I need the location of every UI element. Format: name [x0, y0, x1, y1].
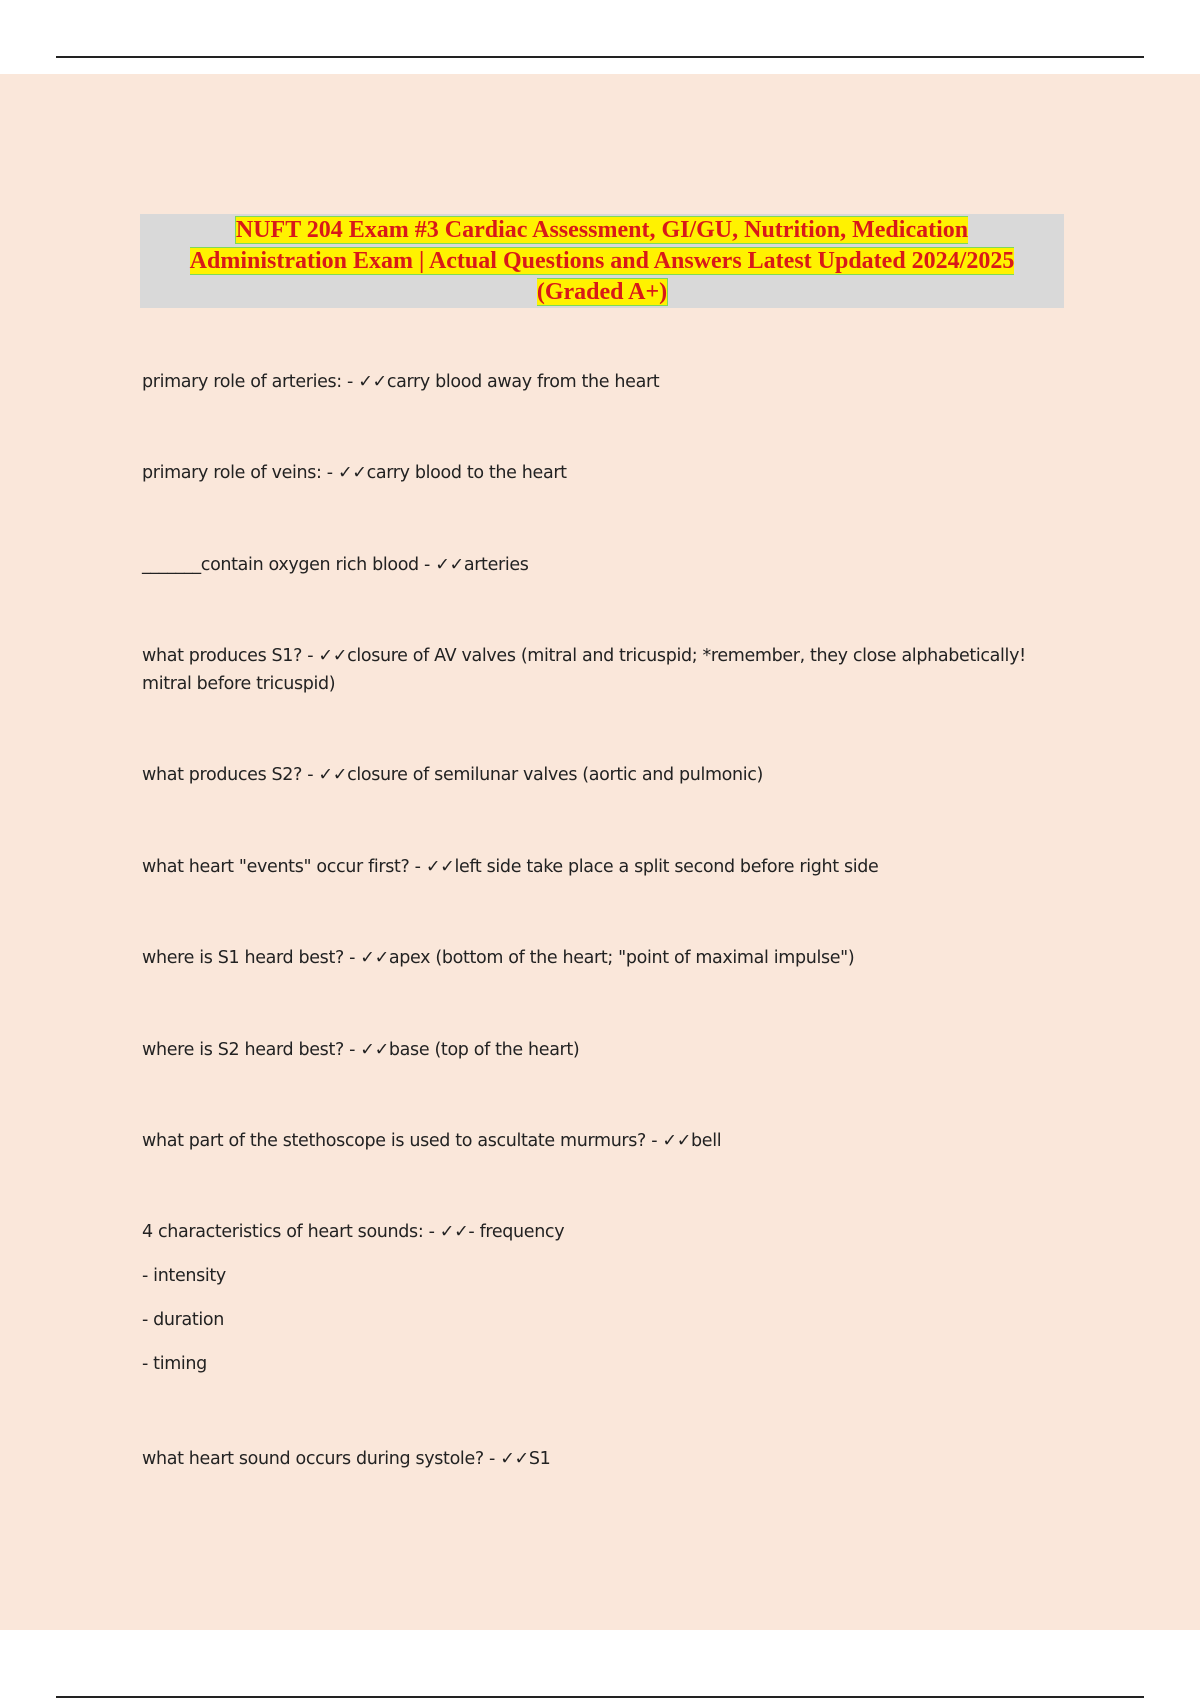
check-mark-icon: ✓✓	[360, 1040, 389, 1060]
list-item: - duration	[142, 1310, 225, 1330]
check-mark-icon: ✓✓	[318, 765, 348, 785]
qa-item-9: what part of the stethoscope is used to ascultate murmurs? - ✓✓bell	[142, 1131, 722, 1151]
list-item: - timing	[142, 1354, 207, 1374]
qa-item-6: what heart "events" occur first? - ✓✓left side take place a split second before right side	[142, 857, 879, 877]
qa-item-2: primary role of veins: - ✓✓carry blood to the heart	[142, 463, 567, 483]
check-mark-icon: ✓✓	[318, 646, 348, 666]
qa-item-11: what heart sound occurs during systole? - ✓✓S1	[142, 1449, 551, 1469]
title-banner	[140, 214, 1064, 308]
check-mark-icon: ✓✓	[500, 1449, 529, 1469]
check-mark-icon: ✓✓	[358, 372, 387, 392]
qa-item-7: where is S1 heard best? - ✓✓apex (bottom of the heart; "point of maximal impulse")	[142, 948, 855, 968]
check-mark-icon: ✓✓	[435, 555, 464, 575]
qa-item-5: what produces S2? - ✓✓closure of semilunar valves (aortic and pulmonic)	[142, 765, 764, 785]
check-mark-icon: ✓✓	[425, 857, 455, 877]
qa-item-10: 4 characteristics of heart sounds: - ✓✓- frequency - intensity - duration - timing	[142, 1218, 1042, 1378]
list-item: - intensity	[142, 1266, 226, 1286]
document-page	[0, 74, 1200, 1630]
qa-item-1: primary role of arteries: - ✓✓carry blood away from the heart	[142, 372, 660, 392]
check-mark-icon: ✓✓	[439, 1222, 469, 1242]
qa-item-3: _______contain oxygen rich blood - ✓✓arteries	[142, 555, 529, 575]
document-title: NUFT 204 Exam #3 Cardiac Assessment, GI/GU, Nutrition, Medication Administration Exam | Actual Questions and Answers Latest Updated 2024/2025 (Graded A+)	[189, 216, 1015, 305]
qa-item-4: what produces S1? - ✓✓closure of AV valves (mitral and tricuspid; *remember, they close alphabetically! mitral before tricuspid)	[142, 646, 1026, 694]
check-mark-icon: ✓✓	[337, 463, 367, 483]
qa-item-8: where is S2 heard best? - ✓✓base (top of the heart)	[142, 1040, 580, 1060]
footer-rule	[56, 1696, 1144, 1698]
header-rule	[56, 56, 1144, 58]
check-mark-icon: ✓✓	[360, 948, 389, 968]
check-mark-icon: ✓✓	[662, 1131, 692, 1151]
